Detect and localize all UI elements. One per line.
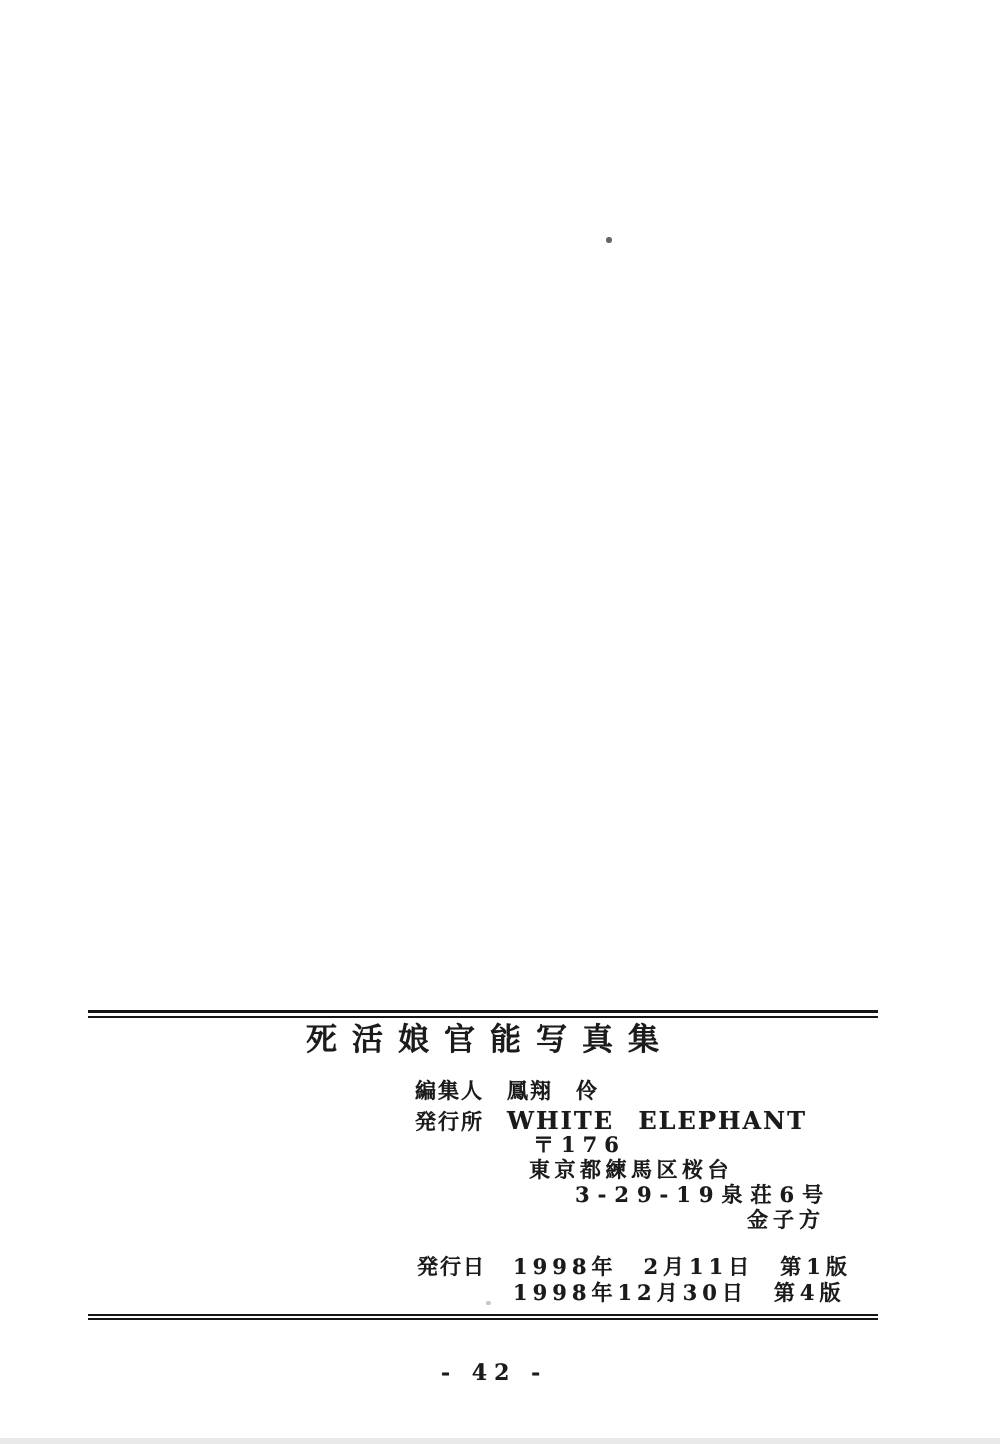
publisher-name: WHITE ELEPHANT (507, 1106, 807, 1135)
issue-row-fourth-edition (513, 1281, 846, 1304)
bottom-double-rule (88, 1314, 878, 1320)
scan-speck (606, 237, 612, 243)
address-line-1: 東京都練馬区桜台 (529, 1157, 733, 1182)
page-title: 死活娘官能写真集 (306, 1022, 674, 1058)
page-number: - 42 - (441, 1360, 548, 1386)
publisher-row (415, 1108, 807, 1134)
address-line-3: 金子方 (747, 1207, 825, 1232)
issue-date-label: 発行日 (417, 1254, 486, 1279)
publisher-label: 発行所 (415, 1109, 484, 1134)
issue-fourth-edition-date: 1998年12月30日 第4版 (513, 1280, 846, 1305)
address-line-2: 3-29-19泉荘6号 (575, 1182, 832, 1207)
scan-speck (486, 1301, 491, 1305)
scan-edge-shadow (0, 1438, 1000, 1444)
postal-code: 〒176 (533, 1132, 626, 1157)
issue-row-first-edition (417, 1255, 852, 1278)
editor-row (415, 1079, 599, 1102)
issue-first-edition-date: 1998年 2月11日 第1版 (513, 1254, 852, 1279)
top-double-rule (88, 1010, 878, 1018)
editor-label: 編集人 (415, 1078, 484, 1103)
editor-name: 鳳翔 伶 (507, 1078, 599, 1103)
